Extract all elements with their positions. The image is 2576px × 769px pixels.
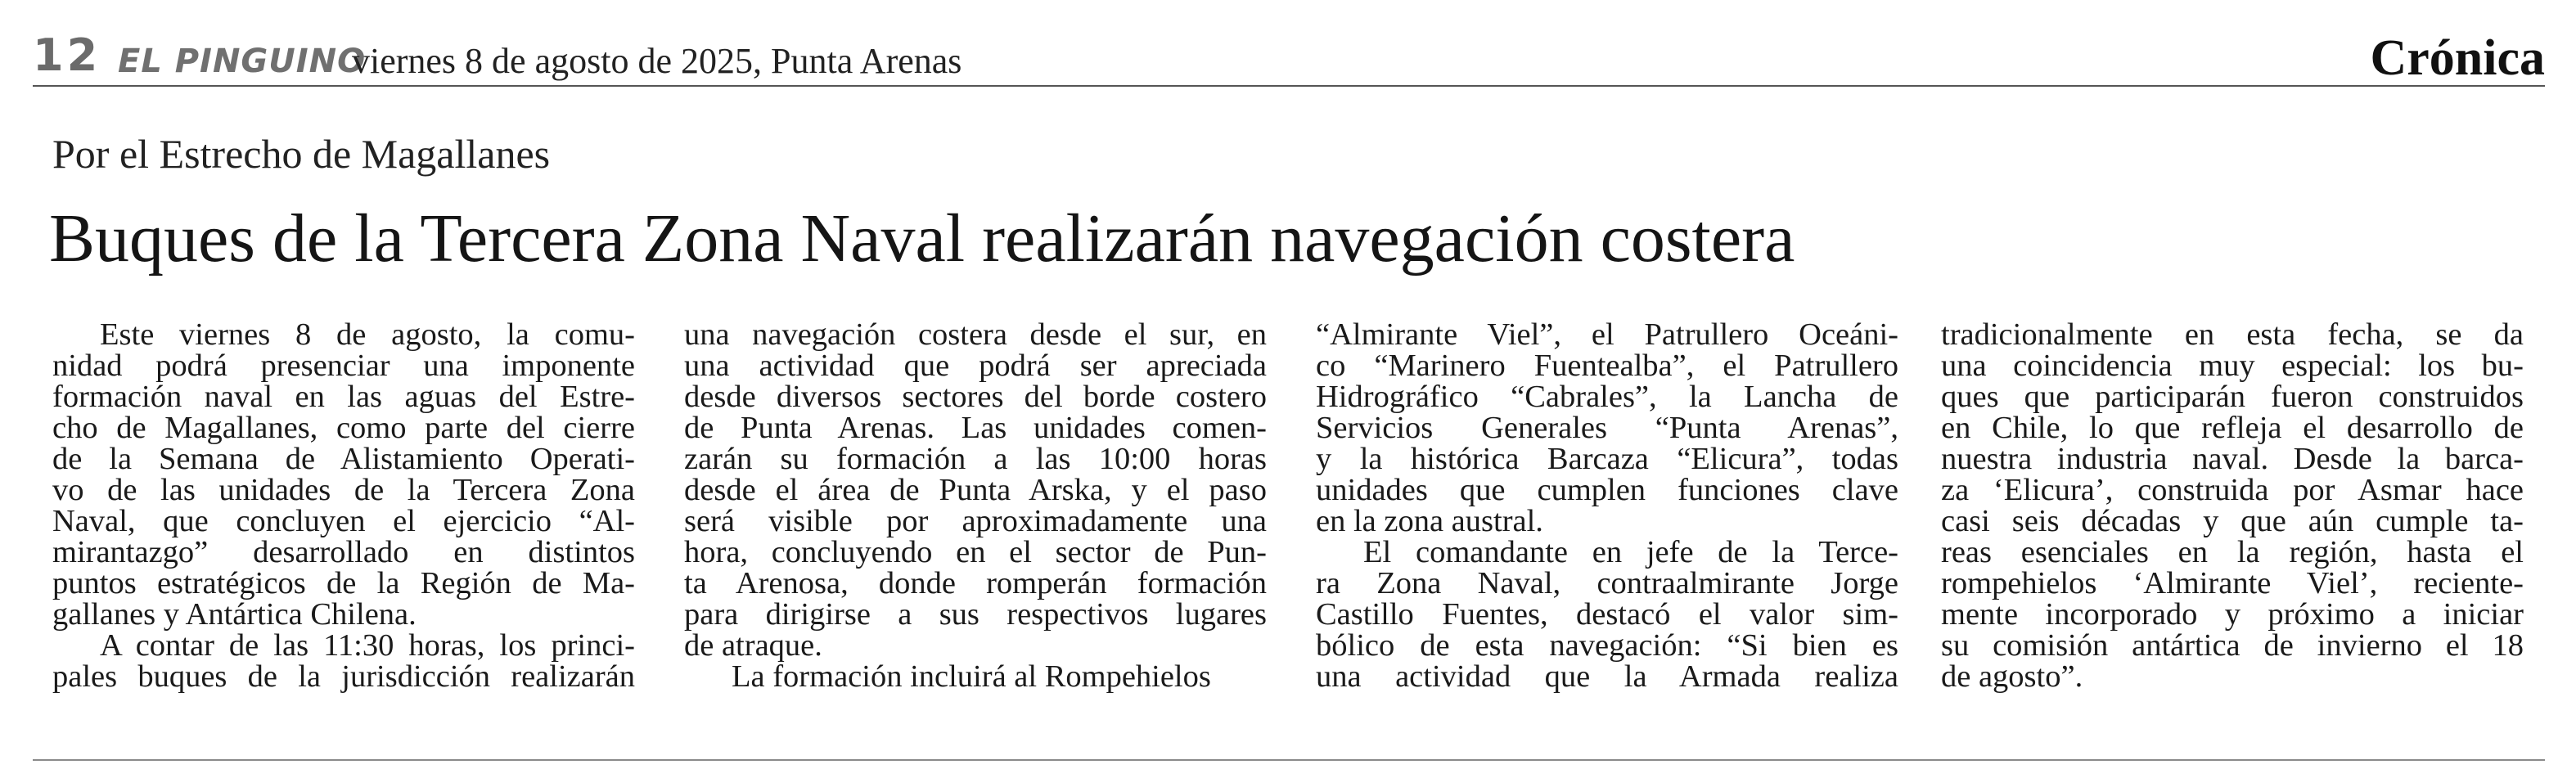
text-line: vo de las unidades de la Tercera Zona [52,473,635,507]
text-line: Naval, que concluyen el ejercicio “Al- [52,504,635,538]
text-line: “Almirante Viel”, el Patrullero Oceáni- [1316,317,1898,352]
text-line: unidades que cumplen funciones clave [1316,473,1898,507]
text-line: zarán su formación a las 10:00 horas [684,442,1267,476]
header-rule [33,85,2545,87]
text-line: de agosto”. [1941,659,2083,694]
text-line: Hidrográfico “Cabrales”, la Lancha de [1316,380,1898,414]
text-line: formación naval en las aguas del Estre- [52,380,635,414]
footer-rule [33,759,2545,761]
text-line: desde el área de Punta Arska, y el paso [684,473,1267,507]
text-line: y la histórica Barcaza “Elicura”, todas [1316,442,1898,476]
text-line: una actividad que la Armada realiza [1316,659,1898,694]
text-line: tradicionalmente en esta fecha, se da [1941,317,2524,352]
text-line: rompehielos ‘Almirante Viel’, reciente- [1941,566,2524,600]
text-line: reas esenciales en la región, hasta el [1941,535,2524,569]
text-line: ques que participarán fueron construidos [1941,380,2524,414]
article-headline: Buques de la Tercera Zona Naval realizarán navegación costera [49,200,1795,277]
text-line: hora, concluyendo en el sector de Pun- [684,535,1267,569]
text-line: en la zona austral. [1316,504,1543,538]
text-line: cho de Magallanes, como parte del cierre [52,411,635,445]
text-line: nuestra industria naval. Desde la barca- [1941,442,2524,476]
text-line: su comisión antártica de invierno el 18 [1941,628,2524,663]
text-line: gallanes y Antártica Chilena. [52,597,417,632]
text-line: una actividad que podrá ser apreciada [684,349,1267,383]
text-line: será visible por aproximadamente una [684,504,1267,538]
text-line: para dirigirse a sus respectivos lugares [684,597,1267,632]
text-line: pales buques de la jurisdicción realizarán [52,659,635,694]
text-line: mente incorporado y próximo a iniciar [1941,597,2524,632]
text-line: de Punta Arenas. Las unidades comen- [684,411,1267,445]
article-column-2 [684,319,1267,692]
page-header [33,0,2545,87]
text-line: mirantazgo” desarrollado en distintos [52,535,635,569]
text-line: una navegación costera desde el sur, en [684,317,1267,352]
article-column-4 [1941,319,2524,692]
article-kicker: Por el Estrecho de Magallanes [52,131,551,177]
text-line: Castillo Fuentes, destacó el valor sim- [1316,597,1898,632]
text-line: en Chile, lo que refleja el desarrollo de [1941,411,2524,445]
text-line: co “Marinero Fuentealba”, el Patrullero [1316,349,1898,383]
text-line: casi seis décadas y que aún cumple ta- [1941,504,2524,538]
text-line: nidad podrá presenciar una imponente [52,349,635,383]
text-line: El comandante en jefe de la Terce- [1363,535,1898,569]
text-line: ra Zona Naval, contraalmirante Jorge [1316,566,1898,600]
text-line: bólico de esta navegación: “Si bien es [1316,628,1898,663]
text-line: A contar de las 11:30 horas, los princi- [100,628,635,663]
text-line: za ‘Elicura’, construida por Asmar hace [1941,473,2524,507]
section-name: Crónica [2370,30,2545,86]
text-line: de la Semana de Alistamiento Operati- [52,442,635,476]
text-line: La formación incluirá al Rompehielos [732,659,1211,694]
text-line: de atraque. [684,628,822,663]
text-line: puntos estratégicos de la Región de Ma- [52,566,635,600]
text-line: desde diversos sectores del borde costero [684,380,1267,414]
text-line: Este viernes 8 de agosto, la comu- [100,317,635,352]
text-line: una coincidencia muy especial: los bu- [1941,349,2524,383]
text-line: Servicios Generales “Punta Arenas”, [1316,411,1898,445]
article-column-1 [52,319,635,692]
page-number: 12 [33,29,101,81]
newspaper-name: EL PINGUINO [118,43,367,80]
text-line: ta Arenosa, donde romperán formación [684,566,1267,600]
date-line: viernes 8 de agosto de 2025, Punta Arenas [352,41,962,81]
article-column-3 [1316,319,1898,692]
